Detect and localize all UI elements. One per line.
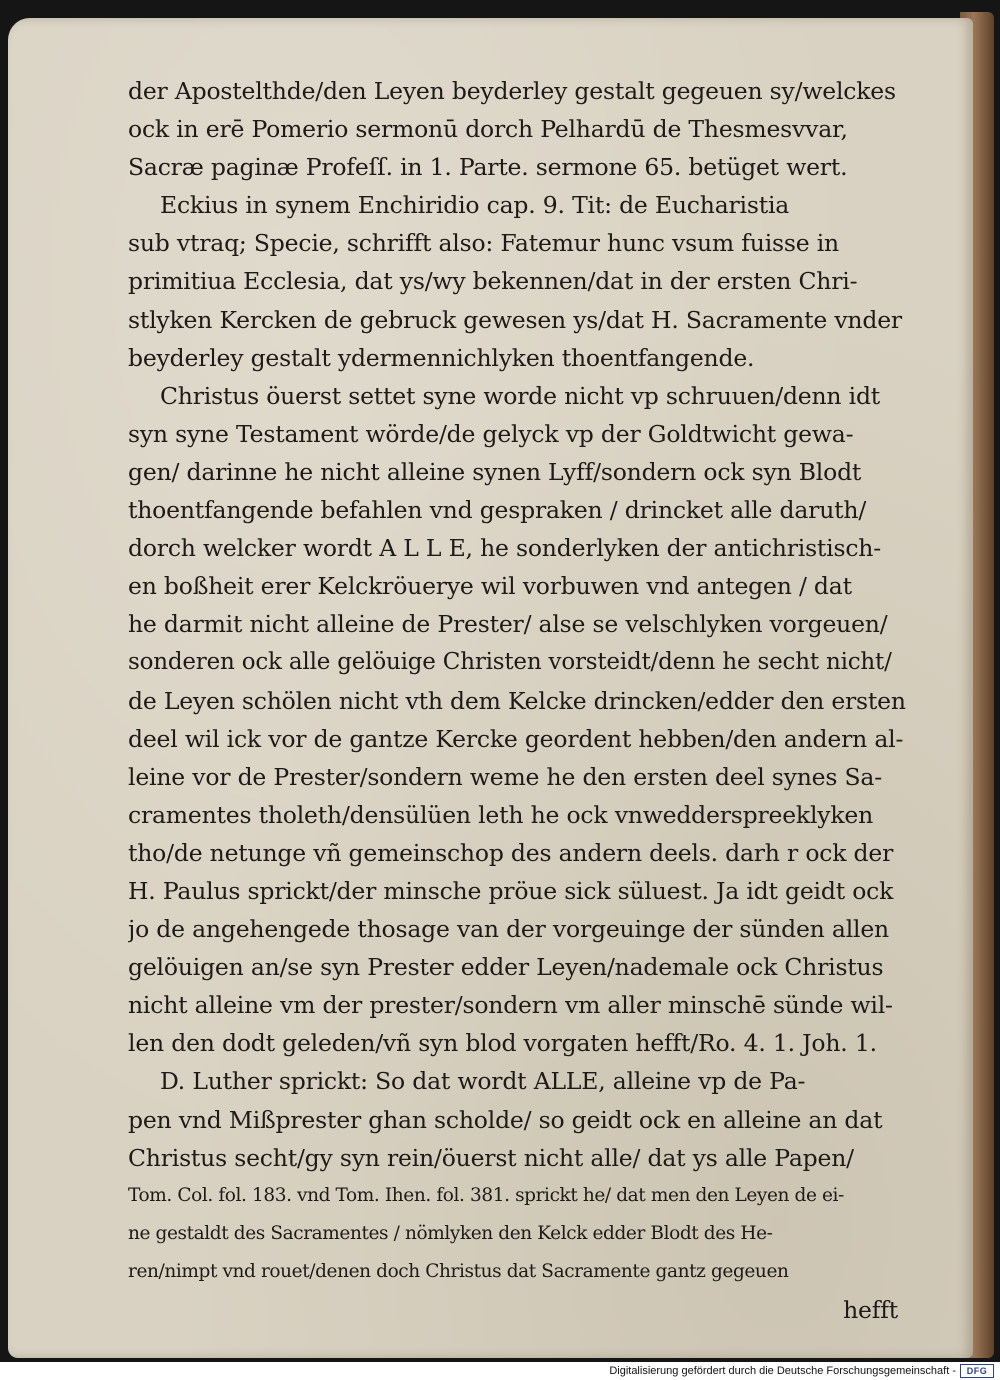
text-line: der Apostelthde/den Leyen beyderley gestalt gegeuen sy/welckes	[128, 77, 896, 105]
footer-bar	[0, 1362, 1000, 1380]
text-line: Tom. Col. fol. 183. vnd Tom. Ihen. fol. 381. sprickt he/ dat men den Leyen de ei-	[128, 1184, 844, 1206]
text-line: gelöuigen an/se syn Prester edder Leyen/nademale ock Christus	[128, 953, 884, 982]
text-line: syn syne Testament wörde/de gelyck vp der Goldtwicht gewa-	[128, 419, 854, 448]
text-line: sub vtraq; Specie, schrifft also: Fatemur hunc vsum fuisse in	[128, 229, 839, 258]
text-line: Eckius in synem Enchiridio cap. 9. Tit: de Eucharistia	[160, 191, 790, 220]
text-line: en boßheit erer Kelckröuerye wil vorbuwen vnd antegen / dat	[128, 572, 852, 601]
text-line: len den dodt geleden/vñ syn blod vorgaten hefft/Ro. 4. 1. Joh. 1.	[128, 1029, 877, 1058]
text-line: H. Paulus sprickt/der minsche pröue sick süluest. Ja idt geidt ock	[128, 876, 894, 905]
text-line: sonderen ock alle gelöuige Christen vorsteidt/denn he secht nicht/	[128, 649, 892, 676]
text-line: nicht alleine vm der prester/sondern vm aller minschē sünde wil-	[128, 991, 893, 1020]
text-line: ren/nimpt vnd rouet/denen doch Christus dat Sacramente gantz gegeuen	[128, 1260, 789, 1282]
text-line: pen vnd Mißprester ghan scholde/ so geidt ock en alleine an dat	[128, 1105, 883, 1134]
text-line: gen/ darinne he nicht alleine synen Lyff/sondern ock syn Blodt	[128, 457, 862, 486]
text-line: beyderley gestalt ydermennichlyken thoentfangende.	[128, 343, 755, 372]
text-line: Sacræ paginæ Profeſſ. in 1. Parte. sermone 65. betüget wert.	[128, 153, 848, 182]
text-line: Christus öuerst settet syne worde nicht vp schruuen/denn idt	[160, 381, 881, 410]
text-line: stlyken Kercken de gebruck gewesen ys/dat H. Sacramente vnder	[128, 305, 902, 334]
text-line: dorch welcker wordt A L L E, he sonderlyken der antichristisch-	[128, 534, 881, 563]
page-text	[128, 72, 908, 1329]
text-line: ock in erē Pomerio sermonū dorch Pelhardū de Thesmesvvar,	[128, 115, 848, 144]
text-line: Christus secht/gy syn rein/öuerst nicht alle/ dat ys alle Papen/	[128, 1143, 854, 1172]
dfg-logo: DFG	[960, 1364, 994, 1378]
text-line: leine vor de Prester/sondern weme he den ersten deel synes Sa-	[128, 762, 882, 791]
funding-notice: Digitalisierung gefördert durch die Deutsche Forschungsgemeinschaft -	[609, 1365, 956, 1377]
text-line: de Leyen schölen nicht vth dem Kelcke drincken/edder den ersten	[128, 686, 906, 715]
text-line: thoentfangende befahlen vnd gespraken / drincket alle daruth/	[128, 496, 867, 525]
text-line: deel wil ick vor de gantze Kercke geordent hebben/den andern al-	[128, 724, 904, 753]
text-line: D. Luther sprickt: So dat wordt ALLE, alleine vp de Pa-	[160, 1067, 806, 1096]
text-line: ne gestaldt des Sacramentes / nömlyken den Kelck edder Blodt des He-	[128, 1222, 773, 1244]
text-line: jo de angehengede thosage van der vorgeuinge der sünden allen	[128, 915, 889, 944]
text-line: tho/de netunge vñ gemeinschop des andern deels. darh r ock der	[128, 838, 894, 867]
text-line: cramentes tholeth/densülüen leth he ock vnwedderspreeklyken	[128, 800, 874, 829]
text-line: he darmit nicht alleine de Prester/ alse se velschlyken vorgeuen/	[128, 610, 888, 639]
catchword: hefft	[843, 1296, 898, 1324]
text-line: primitiua Ecclesia, dat ys/wy bekennen/dat in der ersten Chri-	[128, 267, 858, 296]
